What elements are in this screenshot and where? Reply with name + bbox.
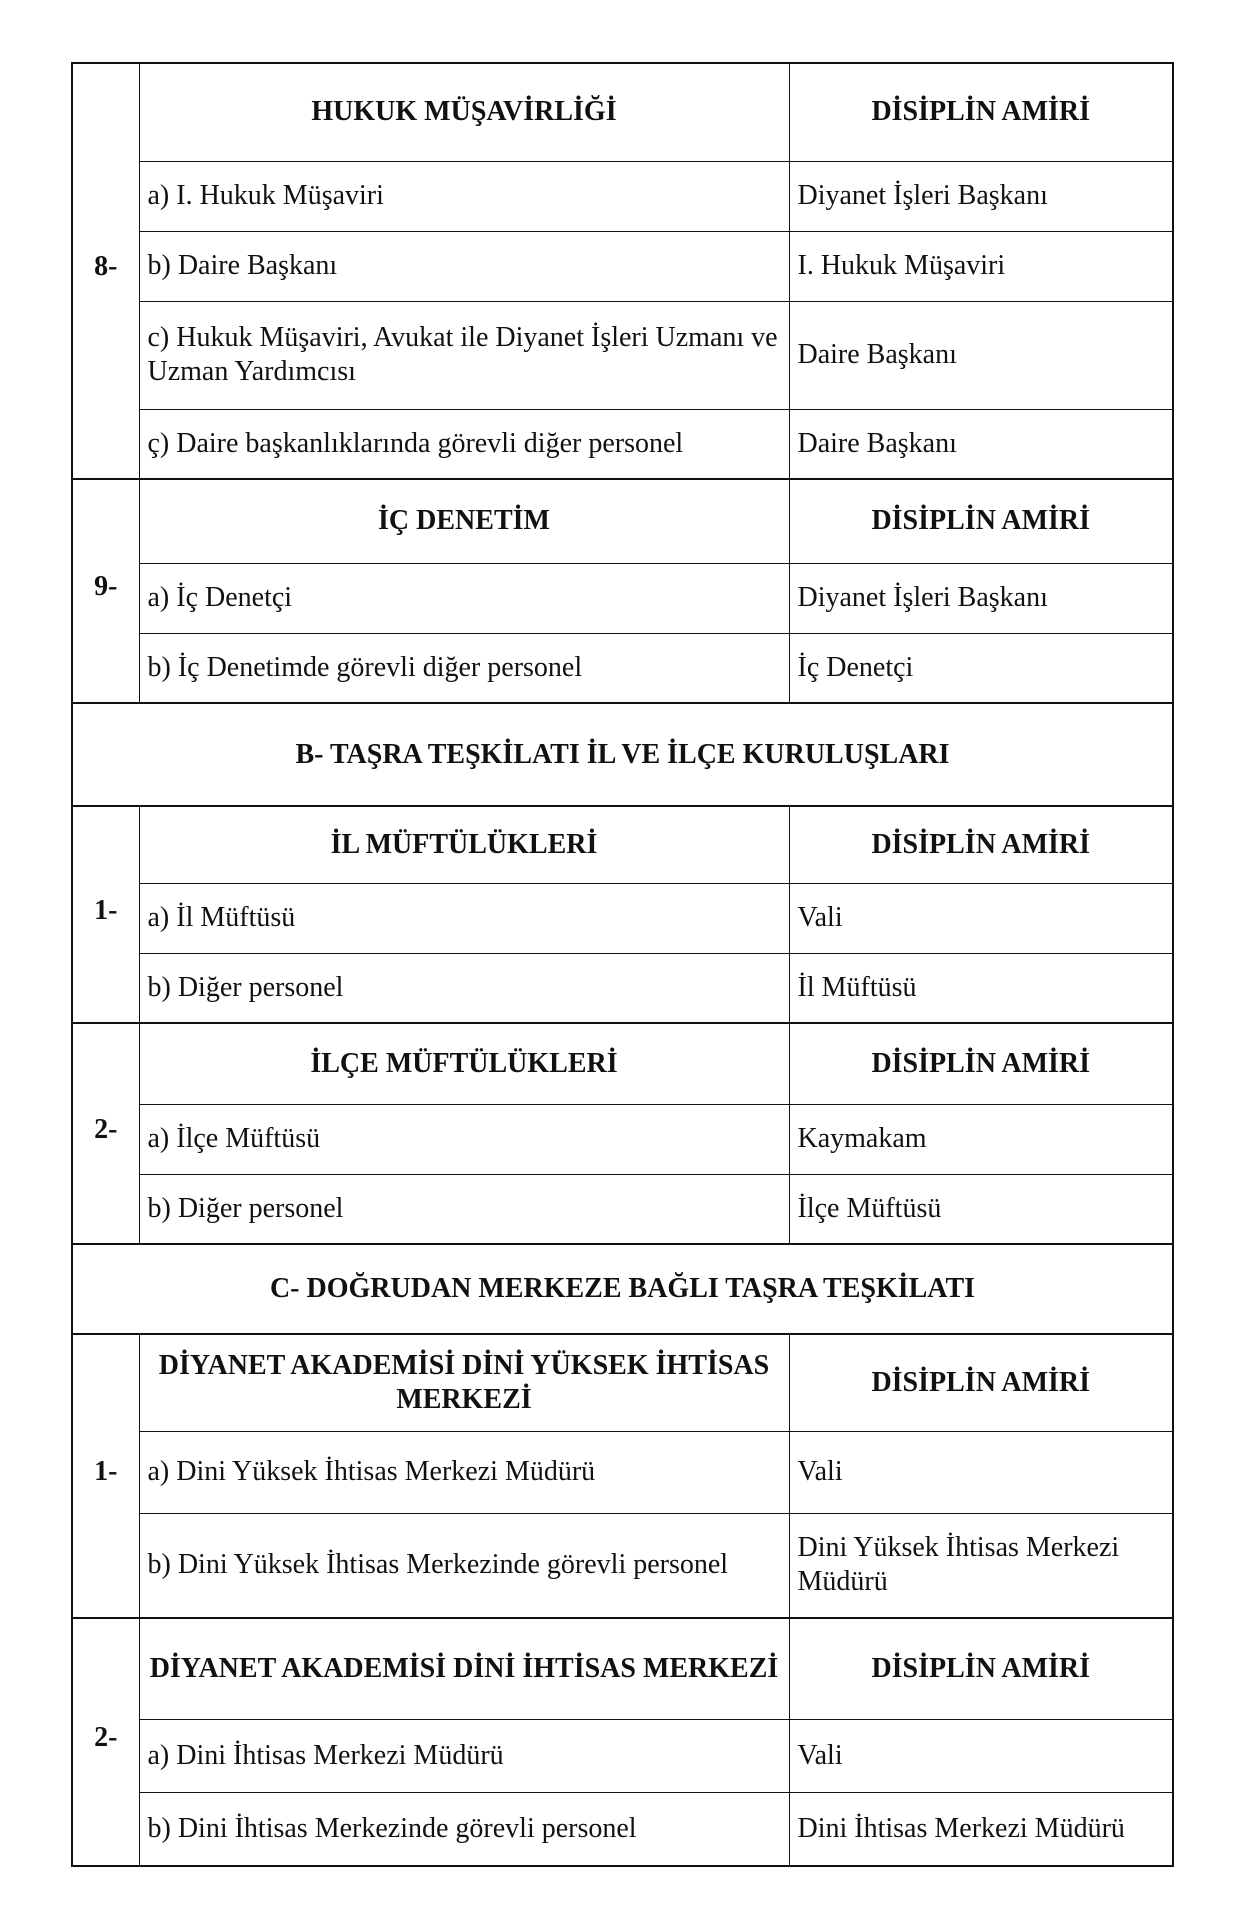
group-header-row [72, 1618, 1173, 1719]
personnel-cell: a) I. Hukuk Müşaviri [139, 161, 789, 231]
row-number: 2- [72, 1618, 139, 1866]
unit-header: HUKUK MÜŞAVİRLİĞİ [139, 63, 789, 161]
amir-cell: Vali [789, 1431, 1173, 1513]
personnel-cell: c) Hukuk Müşaviri, Avukat ile Diyanet İşleri Uzmanı ve Uzman Yardımcısı [139, 301, 789, 409]
unit-header: DİYANET AKADEMİSİ DİNİ İHTİSAS MERKEZİ [139, 1618, 789, 1719]
group-header-row [72, 479, 1173, 563]
amir-cell: I. Hukuk Müşaviri [789, 231, 1173, 301]
section-title: C- DOĞRUDAN MERKEZE BAĞLI TAŞRA TEŞKİLATI [72, 1244, 1173, 1334]
group-header-row [72, 63, 1173, 161]
group-header-row [72, 1334, 1173, 1431]
row-number: 8- [72, 63, 139, 479]
amir-cell: Diyanet İşleri Başkanı [789, 161, 1173, 231]
table-row [72, 231, 1173, 301]
row-number: 1- [72, 806, 139, 1023]
personnel-cell: a) İl Müftüsü [139, 883, 789, 953]
row-number: 9- [72, 479, 139, 703]
section-row [72, 703, 1173, 806]
amir-cell: Dini İhtisas Merkezi Müdürü [789, 1792, 1173, 1866]
personnel-cell: a) Dini İhtisas Merkezi Müdürü [139, 1719, 789, 1792]
personnel-cell: a) Dini Yüksek İhtisas Merkezi Müdürü [139, 1431, 789, 1513]
table-row [72, 1719, 1173, 1792]
table-row [72, 161, 1173, 231]
table-row [72, 563, 1173, 633]
table-row [72, 301, 1173, 409]
table-row [72, 883, 1173, 953]
row-number: 1- [72, 1334, 139, 1618]
section-row [72, 1244, 1173, 1334]
amir-cell: İlçe Müftüsü [789, 1174, 1173, 1244]
table-row [72, 1104, 1173, 1174]
personnel-cell: b) Daire Başkanı [139, 231, 789, 301]
amir-cell: Diyanet İşleri Başkanı [789, 563, 1173, 633]
personnel-cell: a) İç Denetçi [139, 563, 789, 633]
personnel-cell: b) İç Denetimde görevli diğer personel [139, 633, 789, 703]
group-header-row [72, 806, 1173, 883]
amir-header: DİSİPLİN AMİRİ [789, 806, 1173, 883]
table-row [72, 953, 1173, 1023]
table-row [72, 1431, 1173, 1513]
amir-cell: İç Denetçi [789, 633, 1173, 703]
table-row [72, 409, 1173, 479]
row-number: 2- [72, 1023, 139, 1244]
table-row [72, 1513, 1173, 1618]
amir-cell: Daire Başkanı [789, 409, 1173, 479]
amir-header: DİSİPLİN AMİRİ [789, 479, 1173, 563]
personnel-cell: b) Dini Yüksek İhtisas Merkezinde görevli personel [139, 1513, 789, 1618]
table-row [72, 633, 1173, 703]
personnel-cell: b) Diğer personel [139, 1174, 789, 1244]
personnel-cell: b) Diğer personel [139, 953, 789, 1023]
section-title: B- TAŞRA TEŞKİLATI İL VE İLÇE KURULUŞLARI [72, 703, 1173, 806]
table-row [72, 1174, 1173, 1244]
amir-cell: Dini Yüksek İhtisas Merkezi Müdürü [789, 1513, 1173, 1618]
amir-header: DİSİPLİN AMİRİ [789, 1334, 1173, 1431]
unit-header: DİYANET AKADEMİSİ DİNİ YÜKSEK İHTİSAS MERKEZİ [139, 1334, 789, 1431]
personnel-cell: a) İlçe Müftüsü [139, 1104, 789, 1174]
amir-cell: Vali [789, 883, 1173, 953]
unit-header: İÇ DENETİM [139, 479, 789, 563]
amir-header: DİSİPLİN AMİRİ [789, 1618, 1173, 1719]
unit-header: İL MÜFTÜLÜKLERİ [139, 806, 789, 883]
personnel-cell: ç) Daire başkanlıklarında görevli diğer personel [139, 409, 789, 479]
unit-header: İLÇE MÜFTÜLÜKLERİ [139, 1023, 789, 1104]
amir-cell: Kaymakam [789, 1104, 1173, 1174]
discipline-authority-table [71, 62, 1174, 1867]
amir-header: DİSİPLİN AMİRİ [789, 63, 1173, 161]
amir-cell: İl Müftüsü [789, 953, 1173, 1023]
table-row [72, 1792, 1173, 1866]
group-header-row [72, 1023, 1173, 1104]
amir-cell: Daire Başkanı [789, 301, 1173, 409]
amir-header: DİSİPLİN AMİRİ [789, 1023, 1173, 1104]
amir-cell: Vali [789, 1719, 1173, 1792]
personnel-cell: b) Dini İhtisas Merkezinde görevli personel [139, 1792, 789, 1866]
